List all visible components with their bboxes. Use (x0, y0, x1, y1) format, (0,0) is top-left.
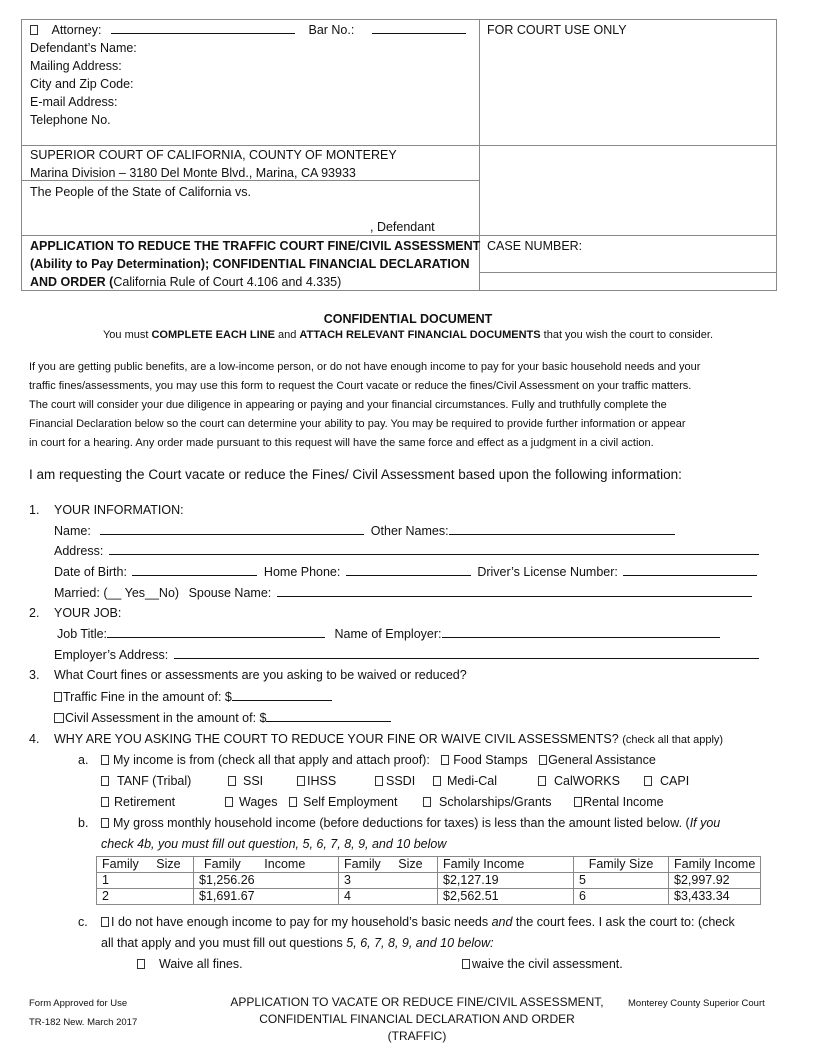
checkbox-icon (225, 797, 233, 807)
address-row: Address: (54, 542, 759, 560)
4a-checkbox[interactable] (101, 755, 109, 765)
dob-field[interactable] (132, 563, 257, 576)
telephone-label: Telephone No. (30, 113, 111, 127)
checkbox-icon (539, 755, 547, 765)
4c-label: I do not have enough income to pay for my household’s basic needs and the court fees. I ask the court to: (check (101, 913, 735, 931)
waive-civil-option[interactable]: waive the civil assessment. (462, 955, 623, 973)
option-ihss[interactable]: IHSS (297, 772, 336, 790)
header-family-size: Family Size (574, 857, 669, 873)
form-title-line-3: AND ORDER (California Rule of Court 4.106 and 4.335) (30, 275, 342, 289)
other-names-field[interactable] (449, 522, 675, 535)
court-name: SUPERIOR COURT OF CALIFORNIA, COUNTY OF MONTEREY (30, 148, 397, 162)
spouse-name-field[interactable] (277, 584, 752, 597)
caption-rule (479, 272, 777, 273)
option-food-stamps[interactable]: Food Stamps (441, 753, 527, 767)
option-medi-cal[interactable]: Medi-Cal (433, 772, 497, 790)
4c-checkbox[interactable] (101, 917, 109, 927)
email-label: E-mail Address: (30, 95, 118, 109)
4b-checkbox[interactable] (101, 818, 109, 828)
attorney-checkbox[interactable] (30, 25, 38, 35)
checkbox-icon (462, 959, 470, 969)
defendant-suffix: , Defendant (370, 220, 435, 234)
attorney-field[interactable] (111, 21, 295, 34)
section-4-question: WHY ARE YOU ASKING THE COURT TO REDUCE YOUR FINE OR WAIVE CIVIL ASSESSMENTS? (check all that apply) (54, 732, 724, 746)
section-3-number: 3. (29, 668, 40, 682)
court-use-label: FOR COURT USE ONLY (487, 23, 627, 37)
option-rental-income[interactable]: Rental Income (574, 793, 664, 811)
checkbox-icon (644, 776, 652, 786)
form-title-line-2: (Ability to Pay Determination); CONFIDENTIAL FINANCIAL DECLARATION (30, 257, 470, 271)
traffic-fine-row: Traffic Fine in the amount of: $ (54, 688, 332, 706)
bar-no-field[interactable] (372, 21, 466, 34)
attorney-row: Attorney: Bar No.: (30, 21, 466, 39)
dob-row: Date of Birth: Home Phone: Driver’s License Number: (54, 563, 757, 581)
civil-assessment-amount-field[interactable] (266, 709, 391, 722)
footer-approved: Form Approved for Use (29, 998, 128, 1009)
section-1-number: 1. (29, 503, 40, 517)
4a-letter: a. (78, 753, 89, 767)
job-title-field[interactable] (107, 625, 325, 638)
header-family-income: Family Income (669, 857, 761, 873)
section-1-title: YOUR INFORMATION: (54, 503, 184, 517)
checkbox-icon (574, 797, 582, 807)
4b-letter: b. (78, 816, 89, 830)
defendant-name-label: Defendant’s Name: (30, 41, 137, 55)
employer-address-row: Employer’s Address: (54, 646, 759, 664)
waive-fines-option[interactable]: Waive all fines. (137, 955, 243, 973)
header-family-size: Family Size (97, 857, 194, 873)
city-zip-label: City and Zip Code: (30, 77, 134, 91)
checkbox-icon (228, 776, 236, 786)
section-2-title: YOUR JOB: (54, 606, 122, 620)
option-self-employment[interactable]: Self Employment (289, 793, 397, 811)
header-family-income: Family Income (194, 857, 339, 873)
employer-address-field[interactable] (174, 646, 759, 659)
section-3-question: What Court fines or assessments are you asking to be waived or reduced? (54, 668, 467, 682)
address-field[interactable] (109, 542, 759, 555)
footer-form-number: TR-182 New. March 2017 (29, 1017, 138, 1028)
checkbox-icon (137, 959, 145, 969)
option-tanf[interactable]: TANF (Tribal) (101, 772, 191, 790)
footer-title: APPLICATION TO VACATE OR REDUCE FINE/CIVIL ASSESSMENT, CONFIDENTIAL FINANCIAL DECLARATION AND ORDER (TRAFFIC) (230, 995, 604, 1043)
mailing-address-label: Mailing Address: (30, 59, 122, 73)
table-row: 1 $1,256.26 3 $2,127.19 5 $2,997.92 (97, 873, 761, 889)
option-capi[interactable]: CAPI (644, 772, 689, 790)
checkbox-icon (297, 776, 305, 786)
income-table-header (97, 857, 761, 873)
header-family-income: Family Income (438, 857, 574, 873)
traffic-fine-amount-field[interactable] (232, 688, 332, 701)
option-general-assistance[interactable]: General Assistance (539, 753, 656, 767)
checkbox-icon (101, 797, 109, 807)
income-table (96, 856, 761, 905)
request-line: I am requesting the Court vacate or reduce the Fines/ Civil Assessment based upon the following information: (29, 467, 682, 482)
4c-letter: c. (78, 915, 88, 929)
people-vs: The People of the State of California vs. (30, 185, 251, 199)
4b-note: check 4b, you must fill out question, 5, 6, 7, 8, 9, and 10 below (101, 837, 447, 851)
table-row: 2 $1,691.67 4 $2,562.51 6 $3,433.34 (97, 889, 761, 905)
4c-note: all that apply and you must fill out questions 5, 6, 7, 8, 9, and 10 below: (101, 936, 494, 950)
court-division: Marina Division – 3180 Del Monte Blvd., Marina, CA 93933 (30, 166, 356, 180)
job-row: Job Title: Name of Employer: (57, 625, 720, 643)
checkbox-icon (375, 776, 383, 786)
name-row: Name: Other Names: (54, 522, 675, 540)
married-row: Married: (__ Yes__No) Spouse Name: (54, 584, 752, 602)
intro-paragraph: If you are getting public benefits, are a low-income person, or do not have enough income to pay for your basic household needs and your traffic fines/assessments, you may use this form to request the Court vacate or reduce the fines/Civil Assessment on your traffic matters. The court will consider your due diligence in appearing or paying and your financial circumstances. Fully and truthfully complete the Financial Declaration below so the court can determine your ability to pay. You may be required to provide further information or appear in court for a hearing. Any order made pursuant to this request will have the same force and effect as a judgment in a civil action. (29, 361, 701, 449)
header-family-size: Family Size (339, 857, 438, 873)
section-2-number: 2. (29, 606, 40, 620)
confidential-heading: CONFIDENTIAL DOCUMENT (323, 312, 493, 326)
option-wages[interactable]: Wages (225, 793, 277, 811)
form-title-line-1: APPLICATION TO REDUCE THE TRAFFIC COURT FINE/CIVIL ASSESSMENT (30, 239, 481, 253)
checkbox-icon (423, 797, 431, 807)
instructions-line: You must COMPLETE EACH LINE and ATTACH RELEVANT FINANCIAL DOCUMENTS that you wish the court to consider. (102, 329, 714, 341)
checkbox-icon (289, 797, 297, 807)
civil-assessment-row: Civil Assessment in the amount of: $ (54, 709, 391, 727)
traffic-fine-checkbox[interactable] (54, 692, 62, 702)
drivers-license-field[interactable] (623, 563, 757, 576)
option-ssi[interactable]: SSI (228, 772, 263, 790)
option-calworks[interactable]: CalWORKS (538, 772, 620, 790)
4a-row-1: My income is from (check all that apply and attach proof): Food Stamps General Assistance (101, 751, 656, 769)
checkbox-icon (441, 755, 449, 765)
option-scholarships-grants[interactable]: Scholarships/Grants (423, 793, 552, 811)
option-ssdi[interactable]: SSDI (375, 772, 415, 790)
4b-label: My gross monthly household income (before deductions for taxes) is less than the amount listed below. (If you (101, 814, 720, 832)
name-field[interactable] (100, 522, 364, 535)
option-retirement[interactable]: Retirement (101, 793, 175, 811)
home-phone-field[interactable] (346, 563, 471, 576)
checkbox-icon (538, 776, 546, 786)
footer-court: Monterey County Superior Court (628, 998, 765, 1009)
married-choice[interactable]: Married: (__ Yes__No) (54, 586, 180, 600)
checkbox-icon (101, 776, 109, 786)
civil-assessment-checkbox[interactable] (54, 713, 64, 723)
employer-name-field[interactable] (442, 625, 720, 638)
case-number-label: CASE NUMBER: (487, 239, 583, 253)
section-4-number: 4. (29, 732, 40, 746)
checkbox-icon (433, 776, 441, 786)
